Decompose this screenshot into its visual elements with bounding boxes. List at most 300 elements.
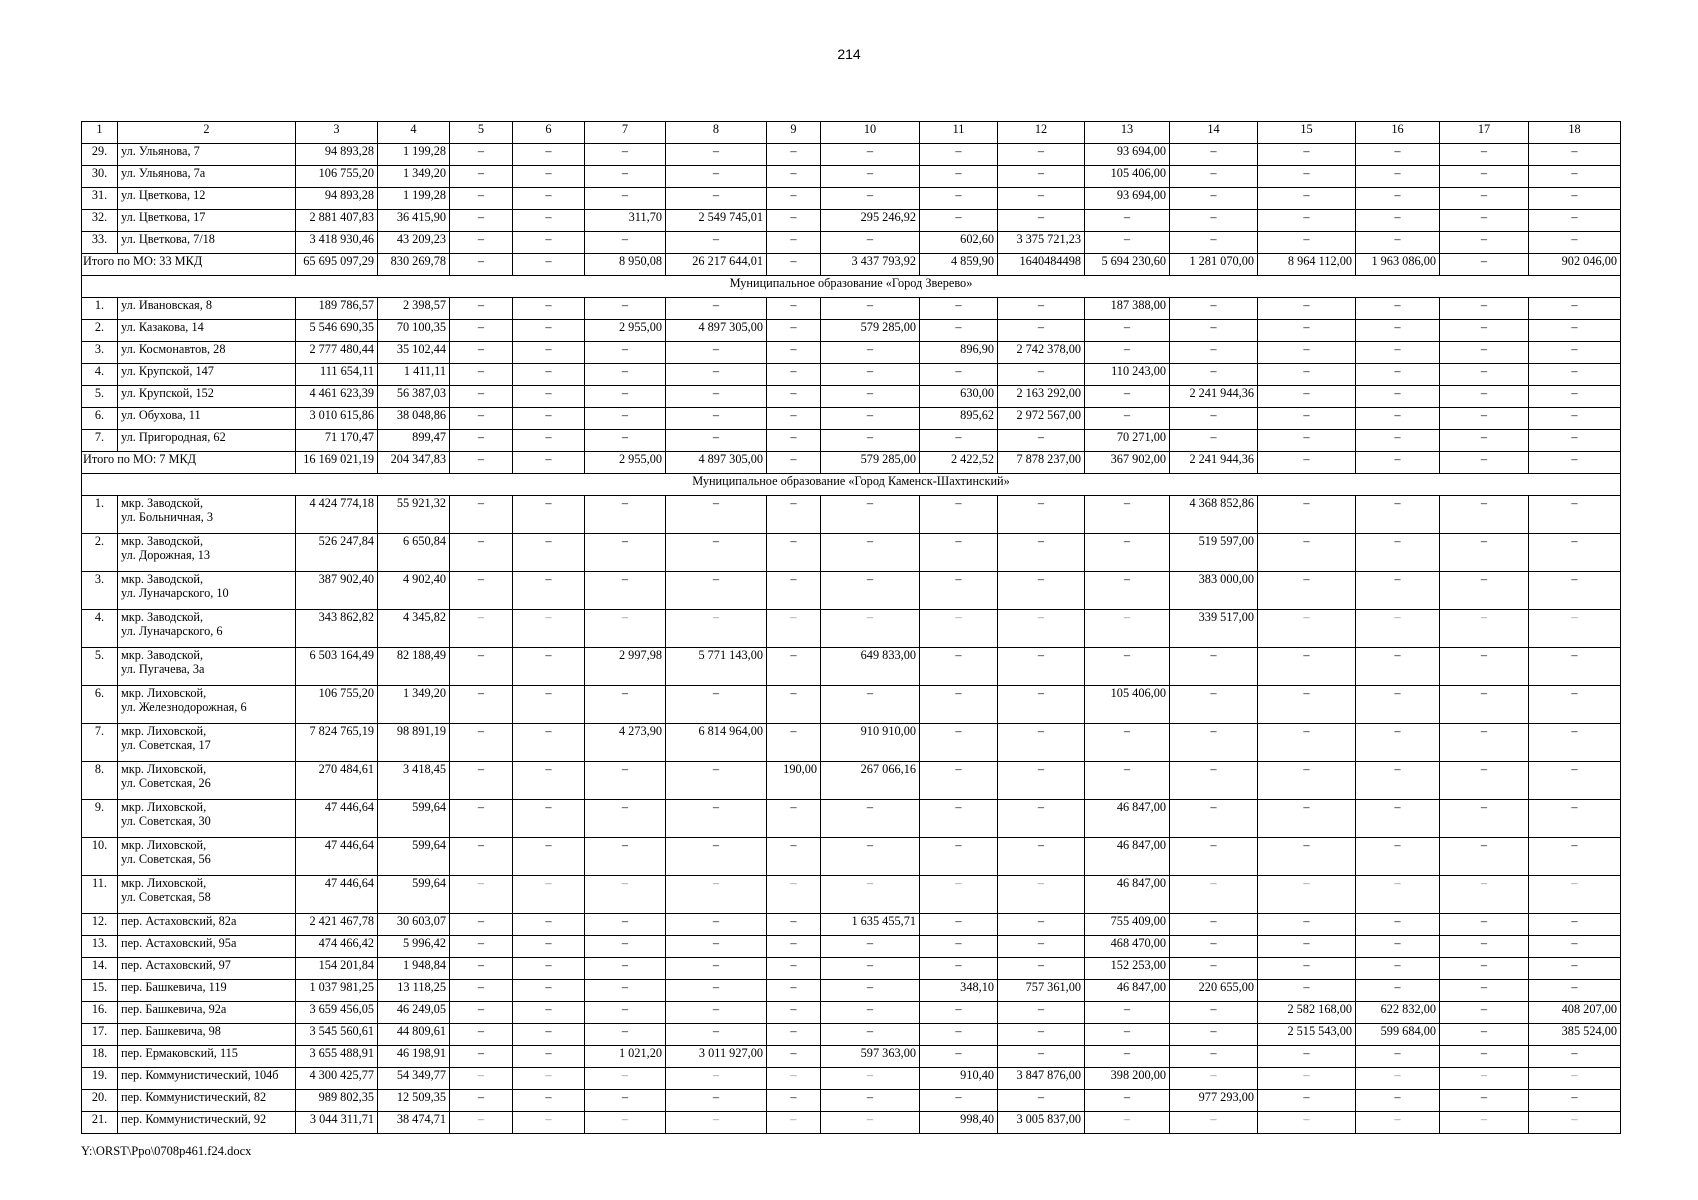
table-cell: 910 910,00 xyxy=(821,724,920,762)
table-row xyxy=(82,166,1621,188)
table-cell: 468 470,00 xyxy=(1085,936,1170,958)
table-cell: – xyxy=(1356,408,1440,430)
address-cell xyxy=(118,408,296,430)
table-cell: – xyxy=(1440,876,1529,914)
table-cell: – xyxy=(450,232,513,254)
table-cell: – xyxy=(1170,232,1258,254)
table-cell: – xyxy=(920,838,998,876)
table-cell: – xyxy=(1529,762,1621,800)
table-row xyxy=(82,762,1621,800)
address-line: мкр. Лиховской, xyxy=(121,838,207,852)
table-cell: – xyxy=(1529,1068,1621,1090)
table-row xyxy=(82,1002,1621,1024)
table-cell: – xyxy=(1529,980,1621,1002)
table-cell: – xyxy=(450,1046,513,1068)
table-cell: – xyxy=(1258,364,1356,386)
table-cell: 2 742 378,00 xyxy=(998,342,1085,364)
table-cell: – xyxy=(1170,762,1258,800)
table-cell: – xyxy=(585,572,666,610)
address-line-2: ул. Пугачева, 3а xyxy=(121,662,205,676)
table-cell: – xyxy=(767,534,821,572)
table-cell: – xyxy=(666,1068,767,1090)
table-cell: – xyxy=(767,408,821,430)
table-cell: 4 859,90 xyxy=(920,254,998,276)
table-row xyxy=(82,876,1621,914)
table-cell: – xyxy=(1440,610,1529,648)
table-cell: 46 847,00 xyxy=(1085,876,1170,914)
row-number: 2. xyxy=(82,534,118,572)
table-cell: 93 694,00 xyxy=(1085,144,1170,166)
address-line-2: ул. Советская, 26 xyxy=(121,776,211,790)
column-header: 10 xyxy=(821,122,920,144)
table-cell: 105 406,00 xyxy=(1085,166,1170,188)
table-cell: – xyxy=(450,1002,513,1024)
table-cell: 54 349,77 xyxy=(378,1068,450,1090)
table-cell: – xyxy=(1440,800,1529,838)
table-cell: 3 847 876,00 xyxy=(998,1068,1085,1090)
table-cell: – xyxy=(998,496,1085,534)
table-cell: – xyxy=(821,534,920,572)
table-cell: – xyxy=(513,838,585,876)
table-cell: 3 418 930,46 xyxy=(296,232,378,254)
address-line: мкр. Лиховской, xyxy=(121,762,207,776)
table-cell: 106 755,20 xyxy=(296,166,378,188)
section-title: Муниципальное образование «Город Зверево» xyxy=(82,276,1621,298)
table-cell: 579 285,00 xyxy=(821,452,920,474)
table-cell: – xyxy=(1529,496,1621,534)
table-cell: – xyxy=(1258,210,1356,232)
table-cell: – xyxy=(1356,320,1440,342)
table-cell: – xyxy=(1170,958,1258,980)
table-cell: – xyxy=(1085,534,1170,572)
table-cell: 46 198,91 xyxy=(378,1046,450,1068)
table-cell: – xyxy=(666,298,767,320)
table-cell: – xyxy=(1529,210,1621,232)
table-cell: 1 037 981,25 xyxy=(296,980,378,1002)
table-cell: – xyxy=(998,648,1085,686)
address-cell xyxy=(118,838,296,876)
address-line: ул. Крупской, 152 xyxy=(121,386,214,400)
table-cell: – xyxy=(821,1112,920,1134)
table-cell: – xyxy=(1085,572,1170,610)
address-line: пер. Астаховский, 97 xyxy=(121,958,231,972)
table-cell: – xyxy=(1170,686,1258,724)
table-cell: – xyxy=(998,1024,1085,1046)
total-label: Итого по МО: 33 МКД xyxy=(82,254,296,276)
table-cell: – xyxy=(666,364,767,386)
address-line: пер. Башкевича, 119 xyxy=(121,980,227,994)
table-cell: – xyxy=(1170,188,1258,210)
table-cell: – xyxy=(1356,914,1440,936)
table-cell: 4 902,40 xyxy=(378,572,450,610)
table-cell: – xyxy=(666,1112,767,1134)
table-cell: – xyxy=(1356,166,1440,188)
table-cell: – xyxy=(821,430,920,452)
table-cell: – xyxy=(821,408,920,430)
table-cell: – xyxy=(1529,166,1621,188)
address-cell xyxy=(118,320,296,342)
address-cell xyxy=(118,210,296,232)
table-cell: – xyxy=(821,166,920,188)
table-cell: – xyxy=(998,1046,1085,1068)
table-cell: – xyxy=(666,144,767,166)
table-cell: – xyxy=(1258,298,1356,320)
table-cell: – xyxy=(1440,364,1529,386)
table-cell: 46 847,00 xyxy=(1085,980,1170,1002)
table-cell: 3 010 615,86 xyxy=(296,408,378,430)
table-cell: – xyxy=(585,386,666,408)
table-cell: 187 388,00 xyxy=(1085,298,1170,320)
table-row xyxy=(82,572,1621,610)
table-cell: – xyxy=(821,572,920,610)
table-cell: – xyxy=(1258,188,1356,210)
column-header: 3 xyxy=(296,122,378,144)
address-cell xyxy=(118,936,296,958)
address-line: мкр. Лиховской, xyxy=(121,724,207,738)
table-cell: 2 972 567,00 xyxy=(998,408,1085,430)
address-line: пер. Ермаковский, 115 xyxy=(121,1046,238,1060)
table-cell: 56 387,03 xyxy=(378,386,450,408)
column-header: 4 xyxy=(378,122,450,144)
table-cell: – xyxy=(920,320,998,342)
address-line-2: ул. Дорожная, 13 xyxy=(121,548,211,562)
row-number: 14. xyxy=(82,958,118,980)
table-cell: – xyxy=(920,144,998,166)
table-cell: – xyxy=(450,144,513,166)
table-cell: – xyxy=(1170,1112,1258,1134)
table-cell: – xyxy=(585,1068,666,1090)
table-cell: – xyxy=(1085,1046,1170,1068)
table-cell: – xyxy=(998,1090,1085,1112)
table-cell: 1 948,84 xyxy=(378,958,450,980)
table-cell: – xyxy=(821,232,920,254)
table-row xyxy=(82,724,1621,762)
table-cell: – xyxy=(1440,298,1529,320)
table-cell: – xyxy=(1440,496,1529,534)
table-cell: – xyxy=(513,648,585,686)
address-cell xyxy=(118,762,296,800)
table-cell: 190,00 xyxy=(767,762,821,800)
table-cell: – xyxy=(1529,534,1621,572)
address-cell xyxy=(118,958,296,980)
table-cell: – xyxy=(1529,430,1621,452)
table-cell: – xyxy=(513,254,585,276)
table-cell: – xyxy=(767,144,821,166)
table-cell: – xyxy=(1170,724,1258,762)
table-row xyxy=(82,144,1621,166)
table-cell: 5 771 143,00 xyxy=(666,648,767,686)
section-header-row xyxy=(82,474,1621,496)
table-cell: – xyxy=(1356,210,1440,232)
table-cell: – xyxy=(998,534,1085,572)
table-cell: 5 546 690,35 xyxy=(296,320,378,342)
table-cell: – xyxy=(920,364,998,386)
table-cell: – xyxy=(1356,876,1440,914)
table-cell: – xyxy=(1440,188,1529,210)
table-cell: – xyxy=(450,1112,513,1134)
table-cell: – xyxy=(585,342,666,364)
table-cell: 13 118,25 xyxy=(378,980,450,1002)
table-cell: – xyxy=(513,430,585,452)
table-cell: – xyxy=(666,980,767,1002)
table-cell: – xyxy=(1529,232,1621,254)
address-line: ул. Крупской, 147 xyxy=(121,364,214,378)
column-header: 18 xyxy=(1529,122,1621,144)
table-cell: – xyxy=(1440,430,1529,452)
table-cell: – xyxy=(1170,914,1258,936)
table-cell: 1 963 086,00 xyxy=(1356,254,1440,276)
table-cell: – xyxy=(920,1090,998,1112)
table-cell: – xyxy=(767,876,821,914)
table-cell: 367 902,00 xyxy=(1085,452,1170,474)
table-cell: – xyxy=(513,320,585,342)
table-cell: 270 484,61 xyxy=(296,762,378,800)
table-cell: 599,64 xyxy=(378,800,450,838)
table-cell: 599 684,00 xyxy=(1356,1024,1440,1046)
data-table xyxy=(81,121,1621,1134)
table-cell: – xyxy=(1356,144,1440,166)
table-cell: – xyxy=(1258,144,1356,166)
table-cell: – xyxy=(998,958,1085,980)
table-cell: – xyxy=(585,1112,666,1134)
table-cell: – xyxy=(821,1002,920,1024)
table-cell: – xyxy=(998,298,1085,320)
table-cell: 189 786,57 xyxy=(296,298,378,320)
table-cell: – xyxy=(585,496,666,534)
table-cell: – xyxy=(767,254,821,276)
row-number: 5. xyxy=(82,648,118,686)
table-cell: – xyxy=(1440,166,1529,188)
table-cell: – xyxy=(1440,1068,1529,1090)
table-cell: – xyxy=(821,686,920,724)
table-cell: – xyxy=(585,762,666,800)
table-cell: 3 545 560,61 xyxy=(296,1024,378,1046)
address-line-2: ул. Советская, 58 xyxy=(121,890,211,904)
table-cell: 998,40 xyxy=(920,1112,998,1134)
table-cell: – xyxy=(1085,496,1170,534)
table-cell: – xyxy=(1529,298,1621,320)
table-cell: – xyxy=(1085,1002,1170,1024)
table-row xyxy=(82,1046,1621,1068)
table-cell: 311,70 xyxy=(585,210,666,232)
address-cell xyxy=(118,386,296,408)
table-cell: – xyxy=(1440,1090,1529,1112)
table-row xyxy=(82,980,1621,1002)
table-cell: – xyxy=(1085,1024,1170,1046)
table-cell: – xyxy=(1529,838,1621,876)
row-number: 10. xyxy=(82,838,118,876)
table-cell: – xyxy=(666,430,767,452)
table-row xyxy=(82,188,1621,210)
address-line: ул. Ульянова, 7а xyxy=(121,166,206,180)
table-cell: – xyxy=(666,534,767,572)
table-cell: 398 200,00 xyxy=(1085,1068,1170,1090)
table-cell: – xyxy=(1258,452,1356,474)
table-cell: 110 243,00 xyxy=(1085,364,1170,386)
table-cell: – xyxy=(1258,496,1356,534)
table-cell: – xyxy=(767,1002,821,1024)
table-cell: – xyxy=(1529,876,1621,914)
file-path-footer: Y:\ORST\Ppo\0708p461.f24.docx xyxy=(81,1144,252,1158)
table-cell: – xyxy=(1170,342,1258,364)
table-cell: 387 902,40 xyxy=(296,572,378,610)
table-cell: 4 897 305,00 xyxy=(666,320,767,342)
table-cell: 2 955,00 xyxy=(585,320,666,342)
table-cell: – xyxy=(1170,320,1258,342)
table-cell: 3 044 311,71 xyxy=(296,1112,378,1134)
table-row xyxy=(82,320,1621,342)
table-cell: – xyxy=(666,800,767,838)
table-cell: – xyxy=(920,762,998,800)
table-cell: – xyxy=(1356,188,1440,210)
address-line: мкр. Заводской, xyxy=(121,496,204,510)
address-cell xyxy=(118,496,296,534)
table-cell: – xyxy=(1529,724,1621,762)
table-cell: 2 881 407,83 xyxy=(296,210,378,232)
table-cell: – xyxy=(920,648,998,686)
address-cell xyxy=(118,342,296,364)
table-cell: – xyxy=(767,1046,821,1068)
address-cell xyxy=(118,144,296,166)
table-cell: 6 503 164,49 xyxy=(296,648,378,686)
column-header: 17 xyxy=(1440,122,1529,144)
table-cell: – xyxy=(1440,762,1529,800)
table-cell: 16 169 021,19 xyxy=(296,452,378,474)
row-number: 15. xyxy=(82,980,118,1002)
table-cell: – xyxy=(920,1046,998,1068)
table-cell: – xyxy=(1440,144,1529,166)
table-cell: – xyxy=(767,1068,821,1090)
table-cell: 65 695 097,29 xyxy=(296,254,378,276)
table-cell: 220 655,00 xyxy=(1170,980,1258,1002)
table-cell: 26 217 644,01 xyxy=(666,254,767,276)
table-row xyxy=(82,232,1621,254)
address-line: мкр. Лиховской, xyxy=(121,800,207,814)
table-cell: – xyxy=(1356,1046,1440,1068)
table-cell: 830 269,78 xyxy=(378,254,450,276)
table-cell: – xyxy=(920,430,998,452)
table-cell: – xyxy=(450,188,513,210)
table-cell: – xyxy=(513,188,585,210)
table-cell: – xyxy=(1529,686,1621,724)
table-cell: – xyxy=(1440,386,1529,408)
row-number: 8. xyxy=(82,762,118,800)
table-row xyxy=(82,496,1621,534)
table-cell: – xyxy=(998,686,1085,724)
table-cell: – xyxy=(513,298,585,320)
address-cell xyxy=(118,724,296,762)
table-cell: – xyxy=(920,1002,998,1024)
table-cell: – xyxy=(767,572,821,610)
address-cell xyxy=(118,1024,296,1046)
table-row xyxy=(82,1068,1621,1090)
table-cell: – xyxy=(450,1090,513,1112)
table-cell: – xyxy=(1258,936,1356,958)
table-cell: – xyxy=(1529,386,1621,408)
table-cell: – xyxy=(998,762,1085,800)
column-header: 13 xyxy=(1085,122,1170,144)
table-cell: – xyxy=(1440,210,1529,232)
address-line: мкр. Лиховской, xyxy=(121,876,207,890)
table-cell: – xyxy=(998,572,1085,610)
column-header: 15 xyxy=(1258,122,1356,144)
row-number: 2. xyxy=(82,320,118,342)
section-header-row xyxy=(82,276,1621,298)
table-cell: – xyxy=(920,876,998,914)
table-cell: – xyxy=(767,838,821,876)
table-cell: – xyxy=(998,320,1085,342)
table-cell: – xyxy=(666,1090,767,1112)
table-cell: 4 461 623,39 xyxy=(296,386,378,408)
table-cell: – xyxy=(666,838,767,876)
table-cell: – xyxy=(821,386,920,408)
table-cell: – xyxy=(666,1024,767,1046)
row-number: 1. xyxy=(82,496,118,534)
table-cell: – xyxy=(450,298,513,320)
address-line: ул. Казакова, 14 xyxy=(121,320,204,334)
table-cell: 579 285,00 xyxy=(821,320,920,342)
row-number: 7. xyxy=(82,430,118,452)
table-cell: – xyxy=(920,210,998,232)
address-cell xyxy=(118,914,296,936)
table-cell: – xyxy=(585,1090,666,1112)
table-cell: 70 271,00 xyxy=(1085,430,1170,452)
table-cell: – xyxy=(1258,876,1356,914)
table-cell: 2 398,57 xyxy=(378,298,450,320)
table-cell: – xyxy=(1258,914,1356,936)
table-cell: – xyxy=(585,430,666,452)
table-cell: 46 249,05 xyxy=(378,1002,450,1024)
address-cell xyxy=(118,1090,296,1112)
address-line: мкр. Заводской, xyxy=(121,534,204,548)
table-cell: – xyxy=(821,958,920,980)
table-cell: – xyxy=(585,166,666,188)
table-cell: 1 349,20 xyxy=(378,166,450,188)
table-cell: – xyxy=(1085,210,1170,232)
table-cell: – xyxy=(1085,762,1170,800)
table-cell: – xyxy=(920,936,998,958)
table-cell: – xyxy=(1356,838,1440,876)
total-label: Итого по МО: 7 МКД xyxy=(82,452,296,474)
table-cell: – xyxy=(1258,648,1356,686)
table-cell: – xyxy=(998,800,1085,838)
table-cell: 2 163 292,00 xyxy=(998,386,1085,408)
table-cell: – xyxy=(1440,958,1529,980)
column-header: 14 xyxy=(1170,122,1258,144)
table-cell: – xyxy=(666,762,767,800)
table-cell: – xyxy=(1356,800,1440,838)
table-cell: 46 847,00 xyxy=(1085,800,1170,838)
table-cell: – xyxy=(1356,648,1440,686)
table-cell: – xyxy=(767,800,821,838)
table-cell: – xyxy=(585,298,666,320)
table-cell: – xyxy=(450,838,513,876)
table-cell: – xyxy=(1258,762,1356,800)
table-cell: 2 241 944,36 xyxy=(1170,386,1258,408)
table-cell: – xyxy=(998,364,1085,386)
table-cell: – xyxy=(1085,408,1170,430)
table-cell: – xyxy=(821,496,920,534)
table-cell: – xyxy=(1085,232,1170,254)
table-cell: 2 777 480,44 xyxy=(296,342,378,364)
table-cell: – xyxy=(821,838,920,876)
table-cell: 2 515 543,00 xyxy=(1258,1024,1356,1046)
table-row xyxy=(82,342,1621,364)
table-cell: – xyxy=(585,958,666,980)
table-cell: 4 345,82 xyxy=(378,610,450,648)
table-cell: 899,47 xyxy=(378,430,450,452)
table-cell: – xyxy=(450,610,513,648)
